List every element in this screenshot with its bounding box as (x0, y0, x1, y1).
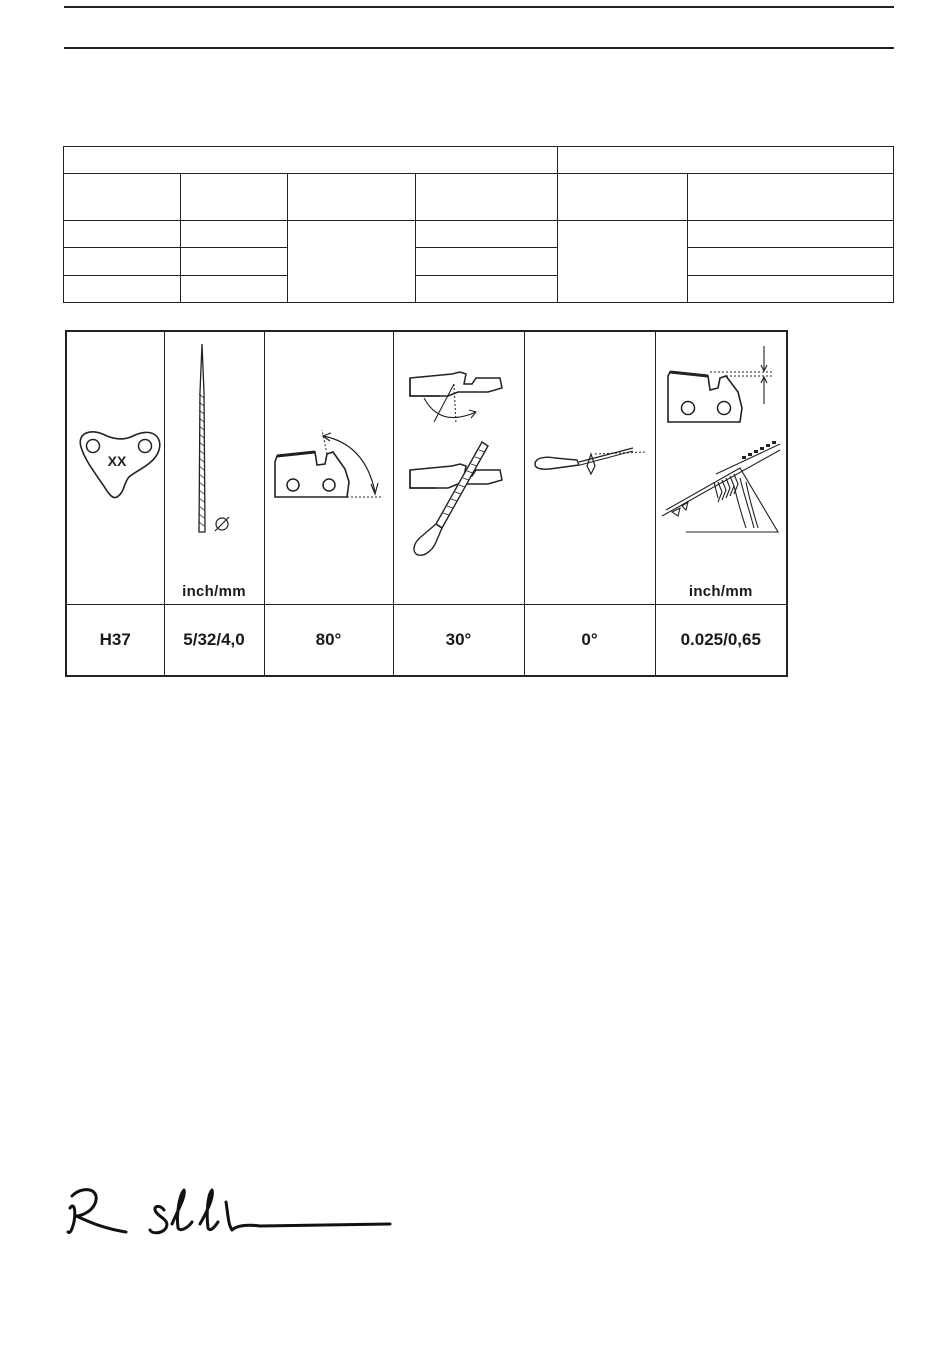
spec-table-cell (181, 276, 288, 303)
spec-table-column-row (64, 174, 894, 221)
spec-table-cell (181, 174, 288, 221)
chain-type-illustration-cell (66, 331, 164, 605)
spec-table-merged-cell (558, 221, 688, 303)
depth-gauge-value: 0.025/0,65 (655, 605, 787, 677)
spec-table (63, 146, 894, 303)
spec-table-cell (181, 248, 288, 276)
spec-table-cell (64, 248, 181, 276)
top-plate-angle-icon (265, 332, 394, 604)
spec-table-cell (688, 174, 894, 221)
sharpening-illustration-row (66, 331, 787, 605)
header-rule-top (64, 6, 894, 8)
chain-type-value: H37 (66, 605, 164, 677)
spec-table-group-right (558, 147, 894, 174)
spec-table-cell (416, 221, 558, 248)
round-file-icon (165, 332, 265, 604)
tilt-angle-icon (525, 332, 656, 604)
header-rule-bottom (64, 47, 894, 49)
file-diameter-unit: inch/mm (182, 583, 246, 600)
filing-angle-illustration-cell (393, 331, 524, 605)
file-diameter-illustration-cell (164, 331, 264, 605)
top-plate-angle-value: 80° (264, 605, 393, 677)
spec-table-cell (416, 276, 558, 303)
spec-table-cell (64, 221, 181, 248)
tilt-angle-illustration-cell (524, 331, 655, 605)
spec-table-cell (288, 174, 416, 221)
spec-table-cell (181, 221, 288, 248)
depth-gauge-unit: inch/mm (688, 583, 753, 600)
spec-table-row (64, 221, 894, 248)
file-diameter-value: 5/32/4,0 (164, 605, 264, 677)
spec-table-cell (688, 248, 894, 276)
drive-link-marking: XX (107, 453, 127, 469)
spec-table-merged-cell (288, 221, 416, 303)
spec-table-cell (688, 276, 894, 303)
depth-gauge-icon (656, 332, 788, 604)
spec-table-cell (688, 221, 894, 248)
sharpening-table (65, 330, 788, 677)
spec-table-cell (416, 174, 558, 221)
spec-table-header-row (64, 147, 894, 174)
filing-angle-value: 30° (393, 605, 524, 677)
spec-table-cell (558, 174, 688, 221)
drive-link-icon (67, 332, 165, 604)
spec-table-cell (64, 276, 181, 303)
depth-gauge-illustration-cell (655, 331, 787, 605)
spec-table-row (64, 276, 894, 303)
spec-table-group-left (64, 147, 558, 174)
spec-table-cell (416, 248, 558, 276)
tilt-angle-value: 0° (524, 605, 655, 677)
spec-table-cell (64, 174, 181, 221)
spec-table-row (64, 248, 894, 276)
sharpening-values-row (66, 605, 787, 677)
filing-angle-icon (394, 332, 525, 604)
signature (60, 1180, 400, 1250)
top-plate-angle-illustration-cell (264, 331, 393, 605)
